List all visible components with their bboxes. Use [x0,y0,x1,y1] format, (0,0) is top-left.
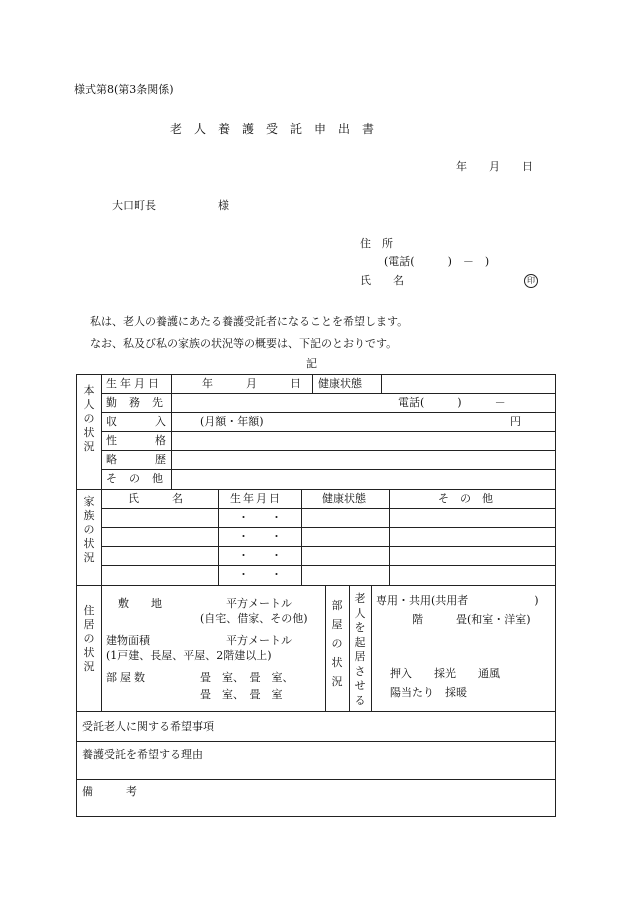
family-col-other: そ の 他 [438,492,493,505]
divider-housing-wishes [76,711,556,712]
summary-text: なお、私及び私の家族の状況等の概要は、下記のとおりです。 [90,337,398,350]
rooms-label: 部屋数 [106,671,148,684]
addressee: 大口町長 [112,199,156,212]
self-health-line [312,374,313,393]
housing-side-label: 住居の状況 [83,604,95,673]
income-unit: 円 [510,415,521,428]
housing-label-col-line [371,585,372,711]
self-row-line [101,450,556,451]
self-health-line [381,374,382,393]
other-label: その他 [106,472,175,485]
divider-family-housing [76,585,556,586]
room-use: 専用・共用(共用者 ) [376,594,539,607]
family-row-line [101,565,556,566]
ki-label: 記 [306,357,317,370]
self-side-label: 本人の状況 [83,384,95,453]
family-row-line [101,508,556,509]
housing-label-col-line [349,585,350,711]
room-features-1: 押入 採光 通風 [390,667,500,680]
work-phone: 電話( ) － [398,396,506,409]
birth-value: 年 月 日 [202,377,301,390]
health-label: 健康状態 [318,377,362,390]
building-options: (1戸建、長屋、平屋、2階建以上) [106,649,272,662]
building-unit: 平方メートル [226,634,292,647]
date-line: 年 月 日 [456,160,533,173]
remarks-label: 備 考 [82,785,137,798]
divider-self-family [76,489,556,490]
divider-reason-remarks [76,779,556,780]
family-col-name: 氏 名 [128,492,183,505]
room-features-2: 陽当たり 採暖 [390,686,467,699]
divider-wishes-reason [76,741,556,742]
name-label: 氏 名 [360,274,404,287]
room-floor: 階 畳(和室・洋室) [412,613,531,626]
family-col-line [389,489,390,585]
birth-label: 生年月日 [106,377,162,390]
family-col-health: 健康状態 [322,492,366,505]
housing-split-line [325,585,326,711]
side-column-line [101,374,102,711]
address-label: 住 所 [360,237,393,250]
declaration-text: 私は、老人の養護にあたる養護受託者になることを希望します。 [90,315,409,328]
reason-label: 養護受託を希望する理由 [82,748,203,761]
phone-label: (電話( ) － ) [384,255,490,268]
self-row-line [101,393,556,394]
self-row-line [101,469,556,470]
seal-icon: 印 [524,274,538,288]
family-col-line [301,489,302,585]
family-row-birth: ・ ・ [238,511,282,524]
form-number: 様式第8(第3条関係) [74,83,174,96]
page-title: 老 人 養 護 受 託 申 出 書 [170,122,375,136]
personality-label: 性格 [106,434,204,447]
family-row-line [101,527,556,528]
family-col-line [218,489,219,585]
family-col-birth: 生年月日 [230,492,282,505]
family-side-label: 家族の状況 [83,495,95,564]
wishes-label: 受託老人に関する希望事項 [82,720,214,733]
self-row-line [101,431,556,432]
income-note: (月額・年額) [200,415,264,428]
site-label: 敷 地 [118,597,162,610]
building-label: 建物面積 [106,634,150,647]
site-unit: 平方メートル [226,597,292,610]
income-label: 収入 [106,415,204,428]
family-row-line [101,546,556,547]
family-row-birth: ・ ・ [238,530,282,543]
rooms-line-2: 畳 室、 畳 室 [200,688,283,701]
addressee-suffix: 様 [218,199,229,212]
room-status-label: 部屋の状況 [331,599,343,688]
work-label: 勤務先 [106,396,175,409]
rooms-line-1: 畳 室、 畳 室、 [200,671,294,684]
family-row-birth: ・ ・ [238,549,282,562]
site-options: (自宅、借家、その他) [200,612,308,625]
elderly-room-label: 老人を起居させる [354,592,366,707]
self-row-line [101,412,556,413]
history-label: 略歴 [106,453,204,466]
family-row-birth: ・ ・ [238,568,282,581]
